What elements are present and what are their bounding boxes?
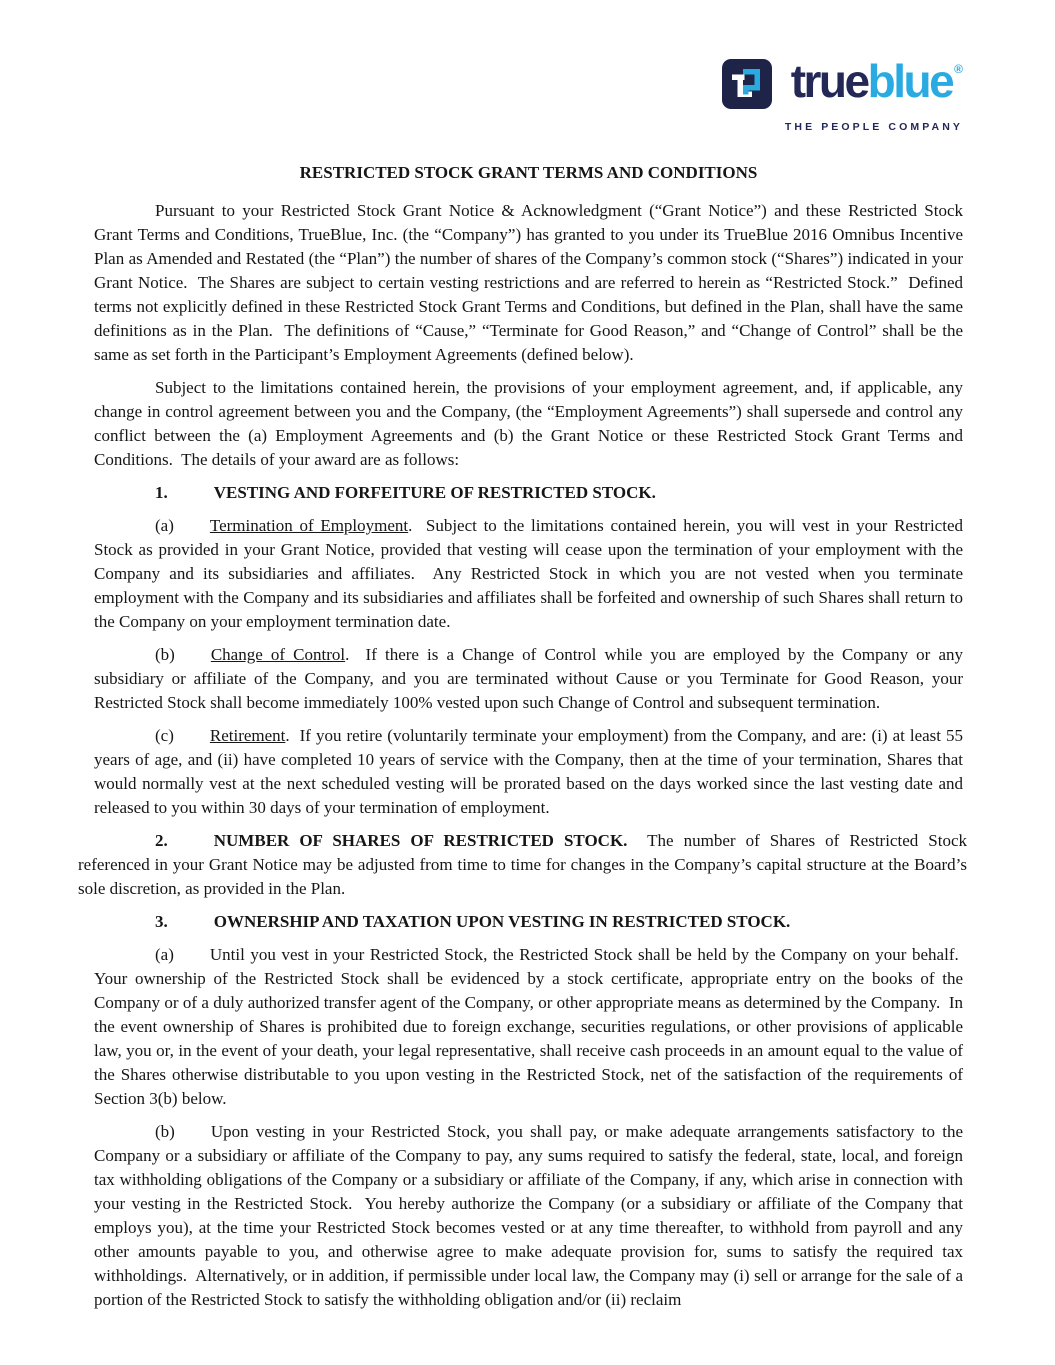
section-text: The number of Shares of Restricted Stock referenced in your Grant Notice may be adjusted from time to time for changes in the Company’s capital structure at the Board’s sole discretion, as provided in the Plan.	[78, 831, 967, 898]
clause-text: . Subject to the limitations contained herein, you will vest in your Restricted Stock as provided in your Grant Notice, provided that vesting will cease upon the termination of your employment with the Company and its subsidiaries and affiliates. Any Restricted Stock in which you are not vested when you terminate employment with the Company and its subsidiaries and affiliates shall be forfeited and ownership of such Shares shall return to the Company on your employment termination date.	[94, 516, 963, 631]
clause-title-underlined: Termination of Employment	[209, 516, 409, 535]
section-1b-paragraph	[94, 643, 963, 715]
section-3b-paragraph	[94, 1120, 963, 1312]
clause-label: (c)	[155, 726, 174, 745]
paragraph-preamble-1	[94, 199, 963, 367]
brand-word-blue: blue	[867, 55, 953, 107]
clause-label: (a)	[155, 516, 174, 535]
brand-wordmark	[791, 55, 963, 119]
section-1-heading	[94, 481, 963, 505]
paragraph-preamble-2	[94, 376, 963, 472]
section-1c-paragraph	[94, 724, 963, 820]
brand-tagline: THE PEOPLE COMPANY	[784, 121, 963, 133]
section-number: 1.	[155, 483, 168, 502]
clause-text: Until you vest in your Restricted Stock, the Restricted Stock shall be held by the Company on your behalf. Your ownership of the Restricted Stock shall be evidenced by a stock certificate, appropriate entry on the books of the Company or of a duly authorized transfer agent of the Company, or other appropriate means as determined by the Company. In the event ownership of Shares is prohibited due to foreign exchange, securities regulations, or other provisions of applicable law, you or, in the event of your death, your legal representative, shall receive cash proceeds in an amount equal to the value of the Shares otherwise distributable to you upon vesting in the Restricted Stock, net of the satisfaction of the requirements of Section 3(b) below.	[94, 945, 963, 1108]
clause-text: . If there is a Change of Control while you are employed by the Company or any subsidiary or affiliate of the Company, and you are terminated without Cause or you Terminate for Good Reason, your Restricted Stock shall become immediately 100% vested upon such Change of Control and subsequent termination.	[94, 645, 963, 712]
paragraph-text: Pursuant to your Restricted Stock Grant Notice & Acknowledgment (“Grant Notice”) and these Restricted Stock Grant Terms and Conditions, TrueBlue, Inc. (the “Company”) has granted to you under its TrueBlue 2016 Omnibus Incentive Plan as Amended and Restated (the “Plan”) the number of shares of the Company’s common stock (“Shares”) indicated in your Grant Notice. The Shares are subject to certain vesting restrictions and are referred to herein as “Restricted Stock.” Defined terms not explicitly defined in these Restricted Stock Grant Terms and Conditions, but defined in the Plan, shall have the same definitions as in the Plan. The definitions of “Cause,” “Terminate for Good Reason,” and “Change of Control” shall be the same as set forth in the Participant’s Employment Agreements (defined below).	[94, 201, 963, 364]
brand-word-true: true	[790, 55, 868, 107]
clause-text: . If you retire (voluntarily terminate your employment) from the Company, and are: (i) at least 55 years of age, and (ii) have completed 10 years of service with the Company, then at the time of your termination, Shares that would normally vest at the next scheduled vesting will be prorated based on the days worked since the last vesting date and released to you within 30 days of your termination of employment.	[94, 726, 963, 817]
clause-text: Upon vesting in your Restricted Stock, you shall pay, or make adequate arrangements satisfactory to the Company or a subsidiary or affiliate of the Company to pay, any sums required to satisfy the federal, state, local, and foreign tax withholding obligations of the Company or a subsidiary or affiliate of the Company, if any, which arise in connection with your vesting in the Restricted Stock. You hereby authorize the Company (or a subsidiary or affiliate of the Company that employs you), at the time your Restricted Stock becomes vested or at any time thereafter, to withhold from payroll and any other amounts payable to you, and otherwise agree to make adequate provision for, sums to satisfy the required tax withholdings. Alternatively, or in addition, if permissible under local law, the Company may (i) sell or arrange for the sale of a portion of the Restricted Stock to satisfy the withholding obligation and/or (ii) reclaim	[94, 1122, 963, 1309]
section-3-heading	[94, 910, 963, 934]
brand-text-block	[785, 55, 963, 133]
document-body	[78, 199, 967, 1312]
clause-label: (b)	[155, 645, 175, 664]
section-heading-text: OWNERSHIP AND TAXATION UPON VESTING IN RESTRICTED STOCK.	[213, 912, 791, 931]
clause-title-underlined: Retirement	[209, 726, 286, 745]
section-number: 2.	[155, 831, 168, 850]
paragraph-text: Subject to the limitations contained herein, the provisions of your employment agreement, and, if applicable, any change in control agreement between you and the Company, (the “Employment Agreements”) shall supersede and control any conflict between the (a) Employment Agreements and (b) the Grant Notice or these Restricted Stock Grant Terms and Conditions. The details of your award are as follows:	[94, 378, 963, 469]
clause-label: (a)	[155, 945, 174, 964]
section-1a-paragraph	[94, 514, 963, 634]
section-heading-text: VESTING AND FORFEITURE OF RESTRICTED STOCK.	[213, 483, 656, 502]
section-heading-text: NUMBER OF SHARES OF RESTRICTED STOCK.	[213, 831, 628, 850]
section-2-paragraph	[78, 829, 967, 901]
section-3a-paragraph	[94, 943, 963, 1111]
trueblue-logo	[722, 55, 963, 133]
section-number: 3.	[155, 912, 168, 931]
document-title: RESTRICTED STOCK GRANT TERMS AND CONDITIONS	[299, 163, 758, 182]
clause-title-underlined: Change of Control	[210, 645, 346, 664]
trueblue-logo-icon	[722, 59, 772, 109]
clause-label: (b)	[155, 1122, 175, 1141]
registered-trademark-icon: ®	[954, 62, 963, 76]
page-header	[94, 0, 963, 133]
